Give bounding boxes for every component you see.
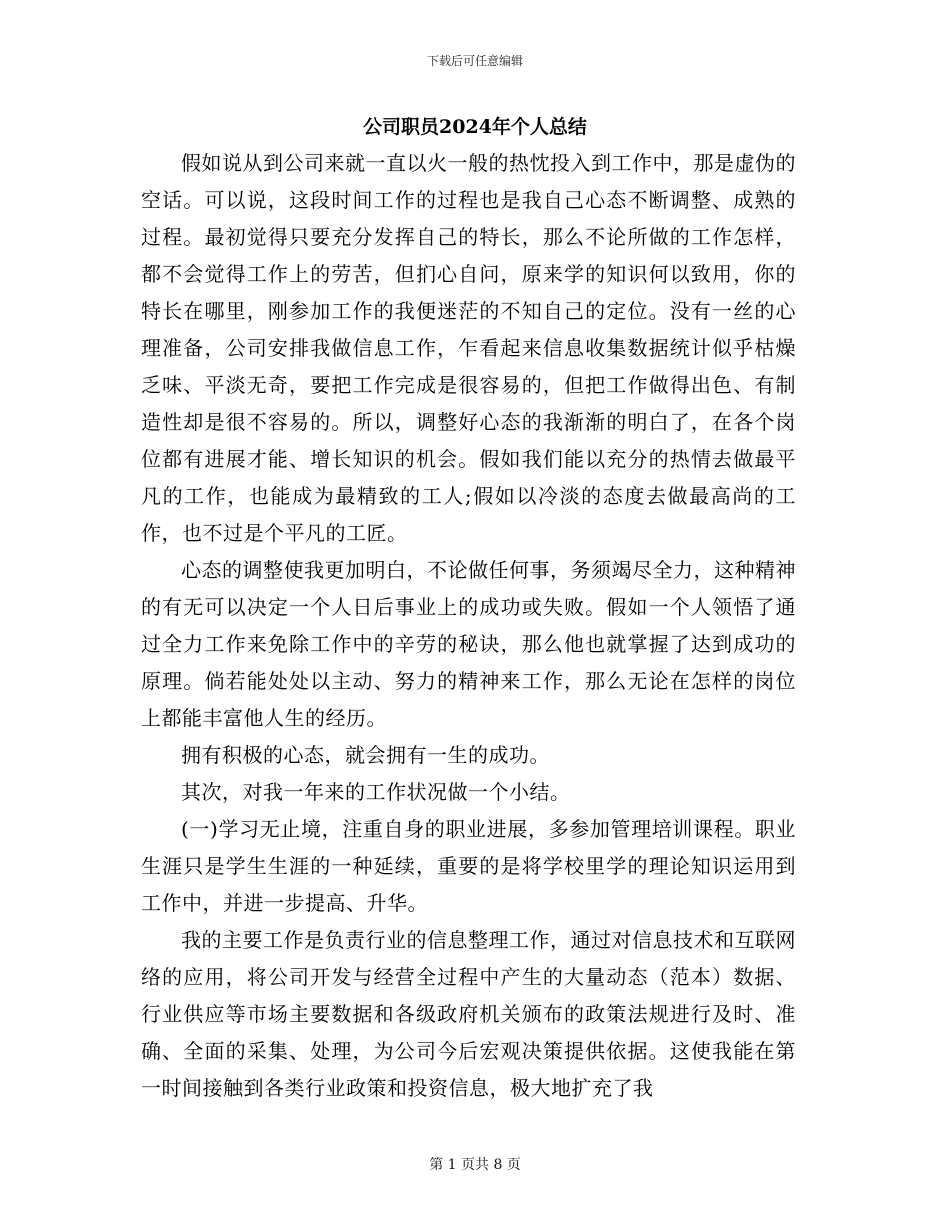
document-body (141, 145, 796, 1107)
paragraph: 假如说从到公司来就一直以火一般的热忱投入到工作中，那是虚伪的空话。可以说，这段时间工作的过程也是我自己心态不断调整、成熟的过程。最初觉得只要充分发挥自己的特长，那么不论所做的工作怎样，都不会觉得工作上的劳苦，但扪心自问，原来学的知识何以致用，你的特长在哪里，刚参加工作的我便迷茫的不知自己的定位。没有一丝的心理准备，公司安排我做信息工作，乍看起来信息收集数据统计似乎枯燥乏味、平淡无奇，要把工作完成是很容易的，但把工作做得出色、有制造性却是很不容易的。所以，调整好心态的我渐渐的明白了，在各个岗位都有进展才能、增长知识的机会。假如我们能以充分的热情去做最平凡的工作，也能成为最精致的工人;假如以冷淡的态度去做最高尚的工作，也不过是个平凡的工匠。 (141, 151, 796, 545)
paragraph: 我的主要工作是负责行业的信息整理工作，通过对信息技术和互联网络的应用，将公司开发与经营全过程中产生的大量动态（范本）数据、行业供应等市场主要数据和各级政府机关颁布的政策法规进行及时、准确、全面的采集、处理，为公司今后宏观决策提供依据。这使我能在第一时间接触到各类行业政策和投资信息，极大地扩充了我 (141, 928, 796, 1100)
page-footer-indicator: 第 1 页共 8 页 (429, 1157, 521, 1173)
paragraph: (一)学习无止境，注重自身的职业进展，多参加管理培训课程。职业生涯只是学生生涯的一种延续，重要的是将学校里学的理论知识运用到工作中，并进一步提高、升华。 (141, 817, 796, 915)
document-title: 公司职员2024年个人总结 (363, 116, 587, 138)
paragraph: 拥有积极的心态，就会拥有一生的成功。 (181, 743, 550, 767)
paragraph: 心态的调整使我更加明白，不论做任何事，务须竭尽全力，这种精神的有无可以决定一个人日后事业上的成功或失败。假如一个人领悟了通过全力工作来免除工作中的辛劳的秘诀，那么他也就掌握了达到成功的原理。倘若能处处以主动、努力的精神来工作，那么无论在怎样的岗位上都能丰富他人生的经历。 (141, 558, 796, 730)
page-header-note: 下载后可任意编辑 (426, 54, 523, 68)
paragraph: 其次，对我一年来的工作状况做一个小结。 (181, 780, 571, 804)
